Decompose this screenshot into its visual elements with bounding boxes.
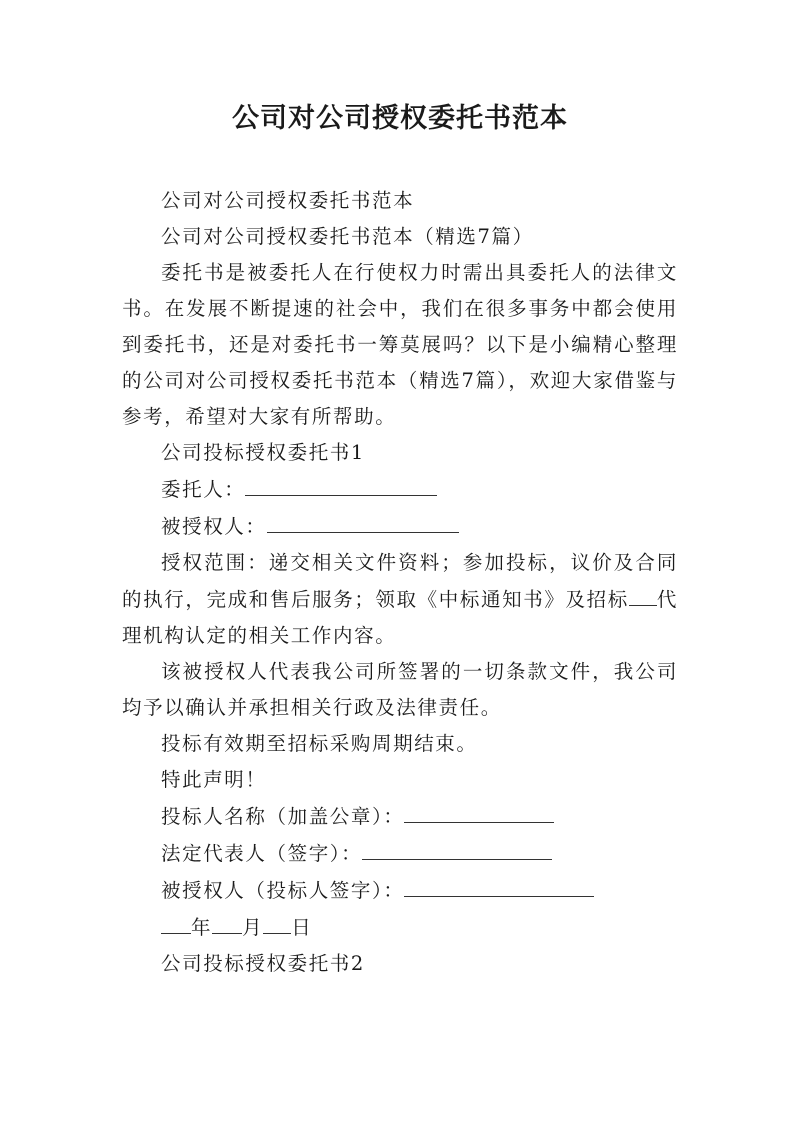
declare-line: 特此声明！	[161, 768, 267, 791]
paragraph-heading: 公司对公司授权委托书范本	[161, 189, 415, 212]
day-label: 日	[291, 916, 313, 939]
month-blank	[212, 909, 242, 934]
document-body	[122, 183, 678, 982]
date-line	[122, 909, 678, 946]
bidder-line	[122, 798, 678, 835]
scope-paragraph	[122, 545, 678, 654]
legal-rep-line	[122, 835, 678, 872]
bidder-blank	[404, 798, 554, 823]
scope-blank	[629, 581, 657, 606]
day-blank	[263, 909, 291, 934]
confirm-paragraph: 该被授权人代表我公司所签署的一切条款文件，我公司均予以确认并承担相关行政及法律责任。	[122, 660, 678, 719]
legal-rep-blank	[362, 835, 552, 860]
agent-blank	[267, 508, 459, 533]
section-title-1: 公司投标授权委托书1	[161, 441, 365, 464]
paragraph-subheading: 公司对公司授权委托书范本（精选7篇）	[161, 225, 534, 248]
month-label: 月	[242, 916, 264, 939]
bidder-label: 投标人名称（加盖公章）：	[161, 805, 405, 828]
agent-label: 被授权人：	[161, 515, 267, 538]
agent-line	[122, 508, 678, 545]
section-title-2: 公司投标授权委托书2	[161, 952, 365, 975]
document-title: 公司对公司授权委托书范本	[232, 103, 568, 134]
scope-text-end: 代理机构认定的相关工作内容。	[122, 588, 678, 647]
principal-label: 委托人：	[161, 478, 246, 501]
principal-line	[122, 471, 678, 508]
agent-sign-blank	[404, 872, 594, 897]
principal-blank	[245, 471, 437, 496]
year-label: 年	[191, 916, 213, 939]
legal-rep-label: 法定代表人（签字）：	[161, 842, 363, 865]
agent-sign-label: 被授权人（投标人签字）：	[161, 879, 405, 902]
year-blank	[161, 909, 191, 934]
paragraph-intro: 委托书是被委托人在行使权力时需出具委托人的法律文书。在发展不断提速的社会中，我们在很多事务中都会使用到委托书，还是对委托书一筹莫展吗？以下是小编精心整理的公司对公司授权委托书范本（精选7篇），欢迎大家借鉴与参考，希望对大家有所帮助。	[122, 261, 678, 428]
validity-line: 投标有效期至招标采购周期结束。	[161, 732, 478, 755]
scope-text: 授权范围：递交相关文件资料；参加投标，议价及合同的执行，完成和售后服务；领取《中标通知书》及招标	[122, 551, 678, 611]
agent-sign-line	[122, 872, 678, 909]
